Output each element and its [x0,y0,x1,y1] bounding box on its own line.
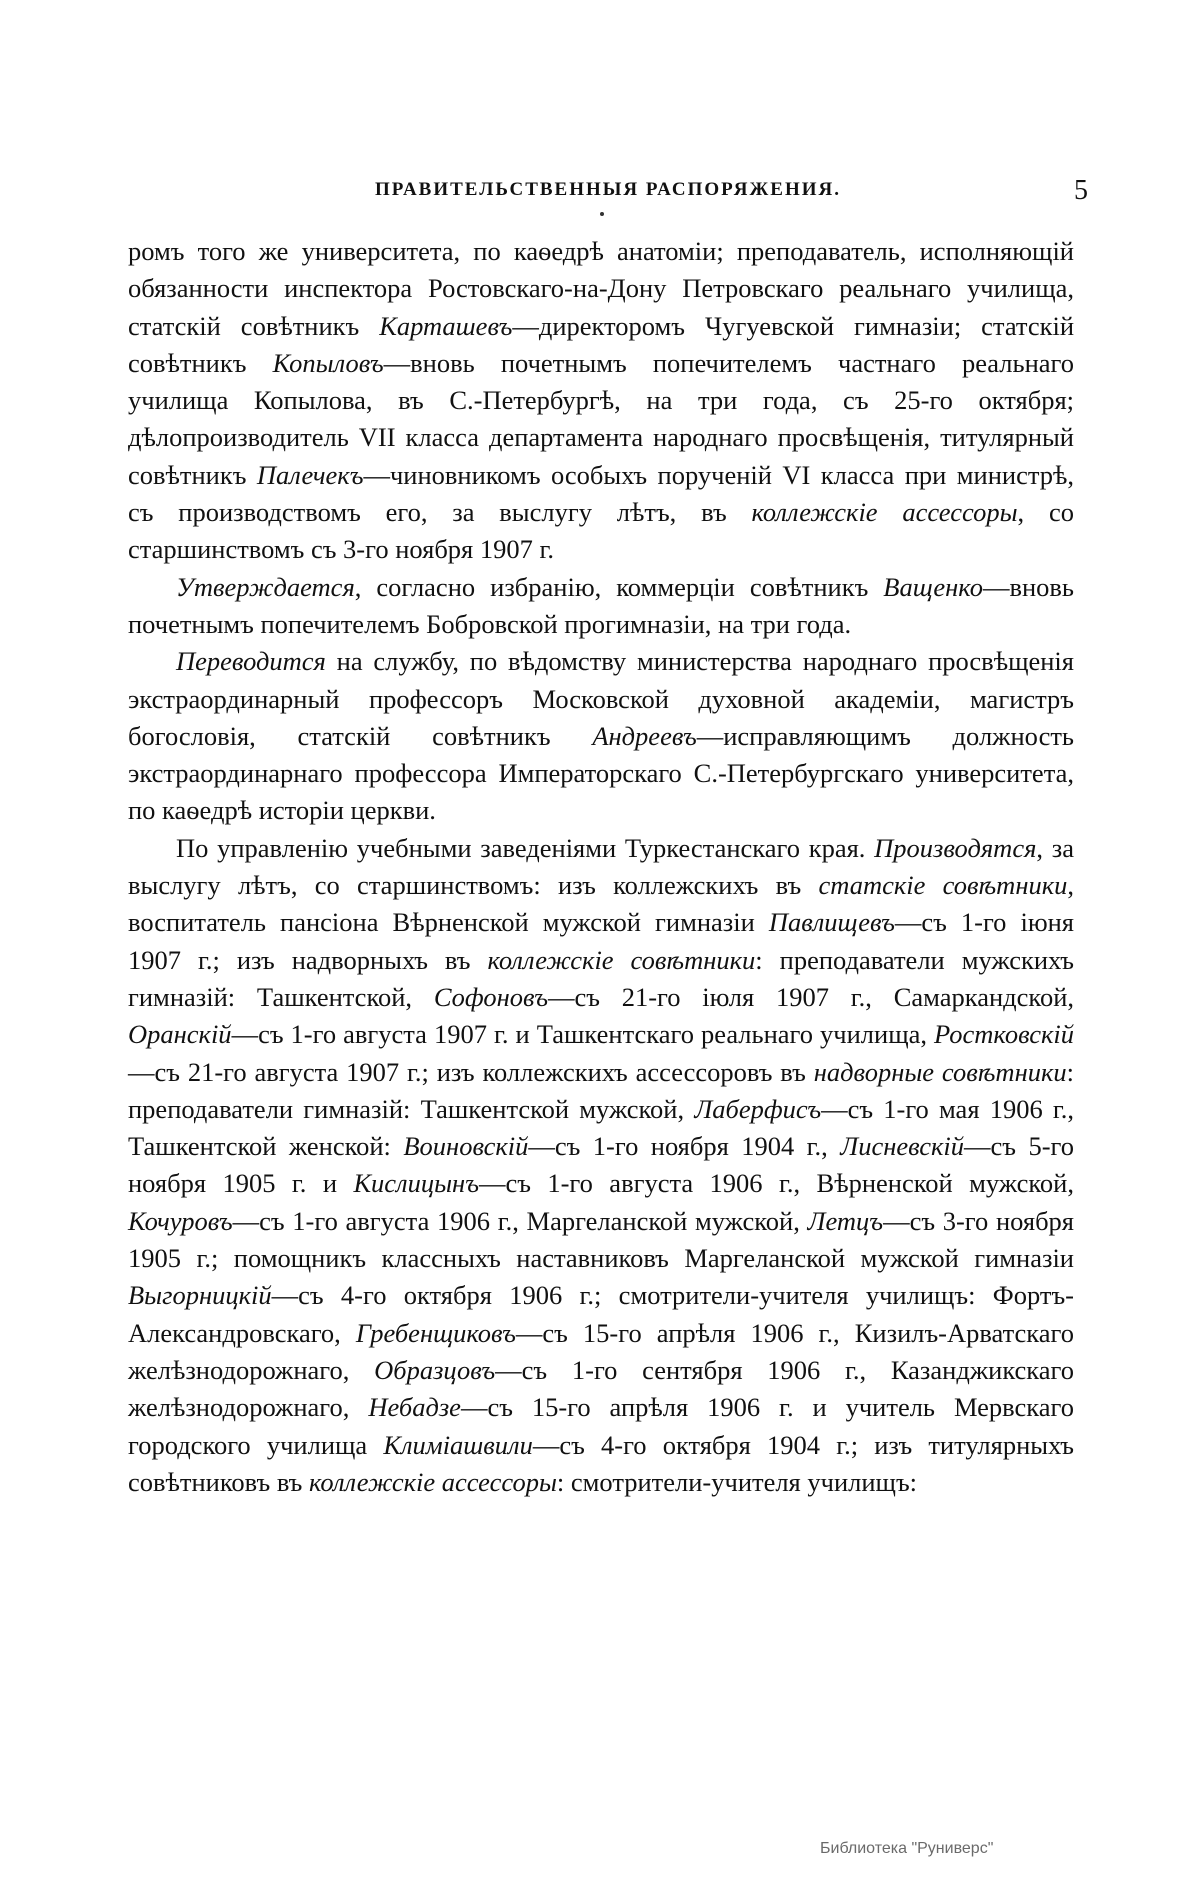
italic-name: Копыловъ [272,347,384,378]
paragraph-3 [128,643,1074,829]
paragraph-1 [128,233,1074,569]
italic-name: Палечекъ [256,459,364,490]
italic-name: Небадзе [368,1392,461,1423]
text-run: —съ 1-го іюня 1907 г.; изъ надворныхъ въ [128,907,1074,975]
italic-name: Выгорницкій [128,1280,272,1311]
italic-name: Лаберфисъ [694,1093,822,1124]
italic-name: коллежскіе совѣтники [487,944,756,975]
text-run: По управленію учебными заведеніями Туркестанскаго края. [176,832,875,863]
text-run: —исправляющимъ должность экстраординарнаго профессора Императорскаго С.-Петербургскаго университета, по каѳедрѣ исторіи церкви. [128,720,1074,826]
text-run: —съ 1-го августа 1906 г., Вѣрненской мужской, [478,1168,1074,1199]
italic-name: Андреевъ [592,720,697,751]
text-run: на службу, по вѣдомству министерства народнаго просвѣщенія экстраординарный профессоръ Московской духовной академіи, магистръ богословія, статскій совѣтникъ [128,646,1074,751]
text-run: , согласно избранію, коммерціи совѣтникъ [354,571,884,602]
library-watermark: Библиотека "Руниверс" [820,1840,994,1857]
text-run: —съ 15-го апрѣля 1906 г., Кизилъ-Арватскаго желѣзнодорожнаго, [128,1317,1074,1385]
italic-name: Утверждается [176,571,355,602]
italic-name: Климіашвили [383,1429,533,1460]
text-run: —вновь почетнымъ попечителемъ Бобровской прогимназіи, на три года. [128,571,1074,639]
running-title: ПРАВИТЕЛЬСТВЕННЫЯ РАСПОРЯЖЕНИЯ. [375,179,841,200]
text-run: —съ 1-го августа 1906 г., Маргеланской мужской, [232,1205,808,1236]
italic-name: Карташевъ [379,310,513,341]
italic-name: Лисневскій [840,1131,965,1162]
text-run: —чиновникомъ особыхъ порученій VI класса при министрѣ, съ производствомъ его, за выслугу лѣтъ, въ [128,459,1074,528]
paragraph-4 [128,830,1074,1501]
italic-name: Образцовъ [374,1354,496,1385]
text-run: —директоромъ Чугуевской гимназіи; статскій совѣтникъ [128,310,1074,378]
text-run: , воспитатель пансіона Вѣрненской мужской гимназіи [128,870,1074,938]
italic-name: коллежскіе ассессоры [751,497,1018,528]
italic-name: Производятся [874,832,1037,863]
italic-name: Гребенщиковъ [355,1317,516,1348]
text-run: —съ 1-го мая 1906 г., Ташкентской женской: [128,1093,1075,1162]
italic-name: Кочуровъ [128,1205,233,1236]
italic-name: Воиновскій [403,1131,529,1162]
italic-name: коллежскіе ассессоры [309,1466,557,1497]
text-run: —вновь почетнымъ попечителемъ частнаго реальнаго училища Копылова, въ С.-Петербургѣ, на три года, съ 25-го октября; дѣлопроизводитель VII класса департамента народнаго просвѣщенія, титулярный совѣтникъ [128,347,1075,490]
italic-name: Летцъ [807,1205,884,1236]
italic-name: надворные совѣтники [813,1056,1067,1087]
text-run: —съ 15-го апрѣля 1906 г. и учитель Мервскаго городского училища [128,1392,1074,1460]
text-run: , со старшинствомъ съ 3-го ноября 1907 г. [128,497,1074,565]
text-run: —съ 21-го августа 1907 г.; изъ коллежскихъ ассессоровъ въ [128,1056,814,1087]
text-run: : преподаватели гимназій: Ташкентской мужской, [128,1056,1074,1124]
italic-name: Павлищевъ [768,907,895,938]
text-run: —съ 1-го сентября 1906 г., Казанджикскаго желѣзнодорожнаго, [128,1354,1074,1423]
text-run: —съ 1-го ноября 1904 г., [528,1131,841,1162]
paragraph-2 [128,569,1074,644]
body-text [128,233,1074,1501]
text-run: : преподаватели мужскихъ гимназій: Ташкентской, [128,944,1074,1012]
text-run: —съ 21-го іюля 1907 г., Самаркандской, [547,981,1074,1012]
italic-name: Оранскій [128,1019,232,1050]
page-header [128,175,1088,209]
decorative-dot [600,212,604,216]
italic-name: Переводится [176,646,326,677]
text-run: , за выслугу лѣтъ, со старшинствомъ: изъ коллежскихъ въ [128,832,1074,901]
italic-name: Ващенко [883,571,983,602]
text-run: —съ 5-го ноября 1905 г. и [128,1131,1074,1199]
italic-name: Ростковскій [934,1019,1074,1050]
text-run: —съ 1-го августа 1907 г. и Ташкентскаго реальнаго училища, [231,1019,935,1050]
text-run: —съ 3-го ноября 1905 г.; помощникъ классныхъ наставниковъ Маргеланской мужской гимназіи [128,1205,1074,1274]
page-number: 5 [1074,175,1088,206]
text-run: ромъ того же университета, по каѳедрѣ анатоміи; преподаватель, исполняющій обязанности инспектора Ростовскаго-на-Дону Петровскаго реальнаго училища, статскій совѣтникъ [128,236,1074,341]
italic-name: статскіе совѣтники [818,870,1068,901]
italic-name: Софоновъ [433,981,548,1012]
text-run: —съ 4-го октября 1904 г.; изъ титулярныхъ совѣтниковъ въ [128,1429,1074,1497]
italic-name: Кислицынъ [353,1168,479,1199]
text-run: —съ 4-го октября 1906 г.; смотрители-учителя училищъ: Фортъ-Александровскаго, [128,1280,1074,1348]
text-run: : смотрители-учителя училищъ: [556,1466,918,1497]
